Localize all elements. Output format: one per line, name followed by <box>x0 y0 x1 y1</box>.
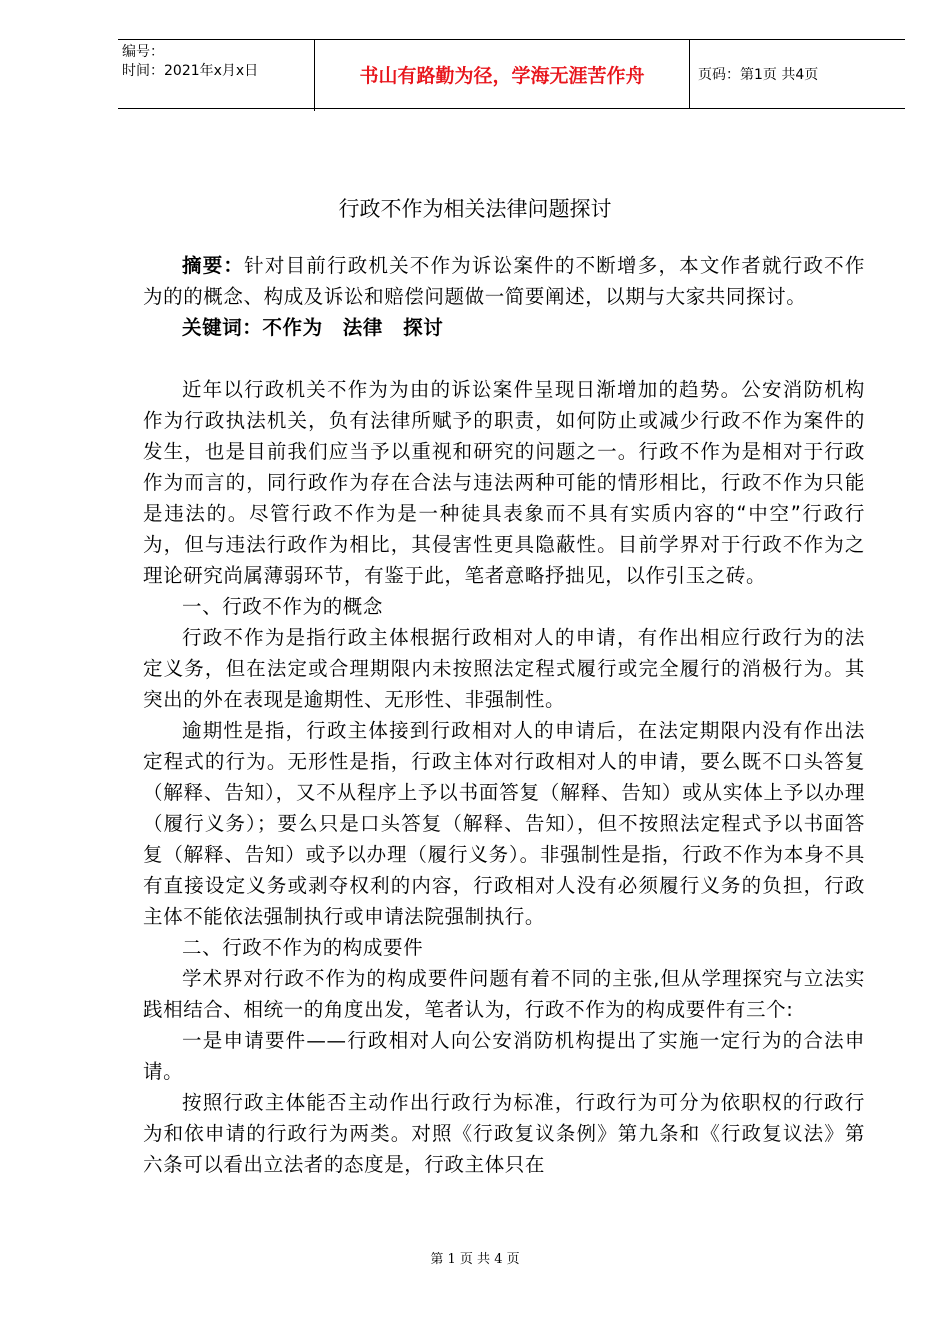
page-footer: 第 1 页 共 4 页 <box>430 1252 520 1267</box>
body-paragraph: 按照行政主体能否主动作出行政行为标准，行政行为可分为依职权的行政行为和依申请的行政行为两类。对照《行政复议条例》第九条和《行政复议法》第六条可以看出立法者的态度是，行政主体只在 <box>143 1091 865 1176</box>
abstract-label: 摘要： <box>182 254 245 277</box>
abstract-text: 针对目前行政机关不作为诉讼案件的不断增多，本文作者就行政不作为的的概念、构成及诉讼和赔偿问题做一简要阐述，以期与大家共同探讨。 <box>143 254 865 308</box>
abstract-paragraph <box>143 250 865 312</box>
document-title: 行政不作为相关法律问题探讨 <box>338 197 612 221</box>
header-meta-cell <box>118 40 315 111</box>
body-paragraph: 一是申请要件——行政相对人向公安消防机构提出了实施一定行为的合法申请。 <box>143 1029 865 1083</box>
body-paragraph: 逾期性是指，行政主体接到行政相对人的申请后，在法定期限内没有作出法定程式的行为。无形性是指，行政主体对行政相对人的申请，要么既不口头答复（解释、告知），又不从程序上予以书面答复（解释、告知）或从实体上予以办理（履行义务）；要么只是口头答复（解释、告知），但不按照法定程式予以书面答复（解释、告知）或予以办理（履行义务）。非强制性是指，行政不作为本身不具有直接设定义务或剥夺权利的内容，行政相对人没有必须履行义务的负担，行政主体不能依法强制执行或申请法院强制执行。 <box>143 719 865 928</box>
body-paragraph: 近年以行政机关不作为为由的诉讼案件呈现日渐增加的趋势。公安消防机构作为行政执法机关，负有法律所赋予的职责，如何防止或减少行政不作为案件的发生，也是目前我们应当予以重视和研究的问题之一。行政不作为是相对于行政作为而言的，同行政作为存在合法与违法两种可能的情形相比，行政不作为只能是违法的。尽管行政不作为是一种徒具表象而不具有实质内容的“中空”行政行为，但与违法行政作为相比，其侵害性更具隐蔽性。目前学界对于行政不作为之理论研究尚属薄弱环节，有鉴于此，笔者意略抒拙见，以作引玉之砖。 <box>143 378 865 587</box>
number-label: 编号： <box>122 44 164 60</box>
header-motto: 书山有路勤为径，学海无涯苦作舟 <box>315 40 690 108</box>
keywords-text: 不作为 法律 探讨 <box>262 316 444 339</box>
document-body <box>143 250 865 1180</box>
header-page-label: 页码：第1页 共4页 <box>698 67 819 83</box>
section-heading: 二、行政不作为的构成要件 <box>182 936 424 959</box>
document-header <box>118 39 905 109</box>
time-label: 时间：2021年x月x日 <box>122 63 259 79</box>
keywords-label: 关键词： <box>182 316 263 339</box>
keywords-paragraph <box>143 312 865 343</box>
section-heading: 一、行政不作为的概念 <box>182 595 384 618</box>
body-paragraph: 行政不作为是指行政主体根据行政相对人的申请，有作出相应行政行为的法定义务，但在法定或合理期限内未按照法定程式履行或完全履行的消极行为。其突出的外在表现是逾期性、无形性、非强制性。 <box>143 626 865 711</box>
body-paragraph: 学术界对行政不作为的构成要件问题有着不同的主张,但从学理探究与立法实践相结合、相统一的角度出发，笔者认为，行政不作为的构成要件有三个: <box>143 967 865 1021</box>
